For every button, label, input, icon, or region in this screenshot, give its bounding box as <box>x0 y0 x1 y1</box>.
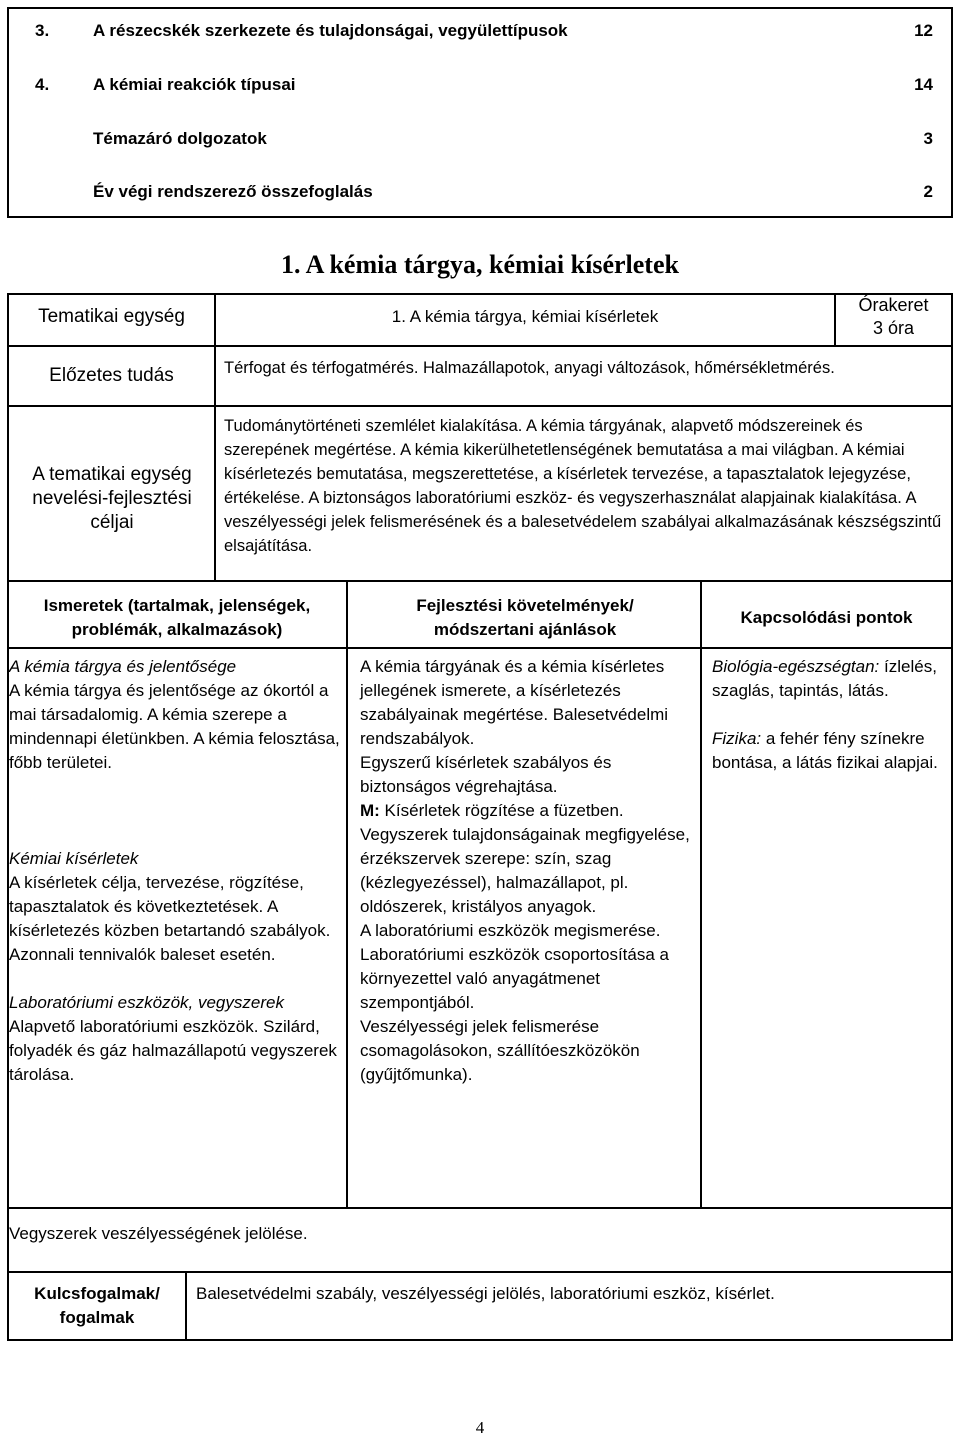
unit-header-label: Tematikai egység <box>38 306 185 327</box>
requirement-text: Egyszerű kísérletek szabályos és biztonságos végrehajtása. <box>360 753 612 796</box>
connection-subject: Biológia-egészségtan: <box>712 657 880 676</box>
connection-text: ízlelés, szaglás, tapintás, látás. <box>712 657 937 700</box>
requirement-note <box>360 799 695 823</box>
connections-column-header: Kapcsolódási pontok <box>740 608 913 627</box>
hazard-labeling-text: Vegyszerek veszélyességének jelölése. <box>9 1224 308 1243</box>
hours-label: Órakeret <box>858 295 929 315</box>
requirement-text: Vegyszerek tulajdonságainak megfigyelése, érzékszervek szerepe: szín, szag (kézlegyezéssel), halmazállapot, pl. oldószerek, kristályos anyagok. <box>360 825 690 916</box>
connection-item <box>712 727 944 775</box>
row-title: Év végi rendszerező összefoglalás <box>93 182 373 201</box>
hours-frame <box>836 294 951 340</box>
knowledge-topic-text: A kísérletek célja, tervezése, rögzítése, tapasztalatok és következtetések. A kísérletezés közben betartandó szabályok. Azonnali tennivalók baleset esetén. <box>9 873 331 964</box>
requirements-column <box>360 655 695 1087</box>
row-number: 4. <box>35 75 50 94</box>
knowledge-topic-title: Kémiai kísérletek <box>9 849 139 868</box>
row-hours: 12 <box>914 21 933 40</box>
requirement-text: Kísérletek rögzítése a füzetben. <box>379 801 624 820</box>
row-hours: 14 <box>914 75 933 94</box>
hours-value: 3 óra <box>872 318 915 338</box>
method-marker: M: <box>360 801 380 820</box>
goals-label: A tematikai egység nevelési-fejlesztési céljai <box>32 464 192 533</box>
requirement-text: A laboratóriumi eszközök megismerése. <box>360 921 661 940</box>
unit-title: 1. A kémia tárgya, kémiai kísérletek <box>391 307 659 326</box>
prior-knowledge-label: Előzetes tudás <box>49 365 174 386</box>
knowledge-topic-title: A kémia tárgya és jelentősége <box>9 657 237 676</box>
knowledge-column <box>9 655 344 1087</box>
goals-text: Tudománytörténeti szemlélet kialakítása. A kémia tárgyának, alapvető módszereinek és szerepének megértése. A kémia kikerülhetetlenségének bemutatása a mai világban. A kémiai kísérletezés bemutatása, megszerettetése, a kísérletek tervezése, a tapasztalatok lejegyzése, értékelése. A biztonságos laboratóriumi eszköz- és vegyszerhasználat alapjainak kialakítása. A veszélyességi jelek felismerésének és a balesetvédelem szabályai alkalmazásának készségszintű elsajátítása. <box>224 417 942 555</box>
connection-item <box>712 655 944 703</box>
connections-column <box>712 655 944 775</box>
row-number: 3. <box>35 21 50 40</box>
requirement-text: A kémia tárgyának és a kémia kísérletes jellegének ismerete, a kísérletezés szabályainak megértése. Balesetvédelmi rendszabályok. <box>360 657 669 748</box>
knowledge-column-header: Ismeretek (tartalmak, jelenségek, problémák, alkalmazások) <box>43 596 311 639</box>
connection-subject: Fizika: <box>712 729 762 748</box>
row-title: A kémiai reakciók típusai <box>93 75 296 94</box>
row-hours: 2 <box>923 182 933 201</box>
keywords-label: Kulcsfogalmak/ fogalmak <box>34 1284 160 1327</box>
connection-text: a fehér fény színekre bontása, a látás fizikai alapjai. <box>712 729 938 772</box>
row-hours: 3 <box>923 129 933 148</box>
section-heading: 1. A kémia tárgya, kémiai kísérletek <box>281 250 679 279</box>
prior-knowledge-text: Térfogat és térfogatmérés. Halmazállapotok, anyagi változások, hőmérsékletmérés. <box>224 359 835 377</box>
keywords-text: Balesetvédelmi szabály, veszélyességi jelölés, laboratóriumi eszköz, kísérlet. <box>196 1284 775 1303</box>
knowledge-topic-title: Laboratóriumi eszközök, vegyszerek <box>9 993 284 1012</box>
requirement-text: Laboratóriumi eszközök csoportosítása a környezettel való anyagátmenet szempontjából. <box>360 945 669 1012</box>
page-number: 4 <box>475 1418 485 1437</box>
knowledge-topic-text: Alapvető laboratóriumi eszközök. Szilárd, folyadék és gáz halmazállapotú vegyszerek tárolása. <box>9 1017 337 1084</box>
knowledge-topic-text: A kémia tárgya és jelentősége az ókortól a mai társadalomig. A kémia szerepe a mindennapi életünkben. A kémia felosztása, főbb területei. <box>9 681 340 772</box>
requirement-text: Veszélyességi jelek felismerése csomagolásokon, szállítóeszközökön (gyűjtőmunka). <box>360 1017 640 1084</box>
requirements-column-header: Fejlesztési követelmények/ módszertani ajánlások <box>416 596 634 639</box>
row-title: Témazáró dolgozatok <box>93 129 267 148</box>
row-title: A részecskék szerkezete és tulajdonságai, vegyülettípusok <box>93 21 568 40</box>
